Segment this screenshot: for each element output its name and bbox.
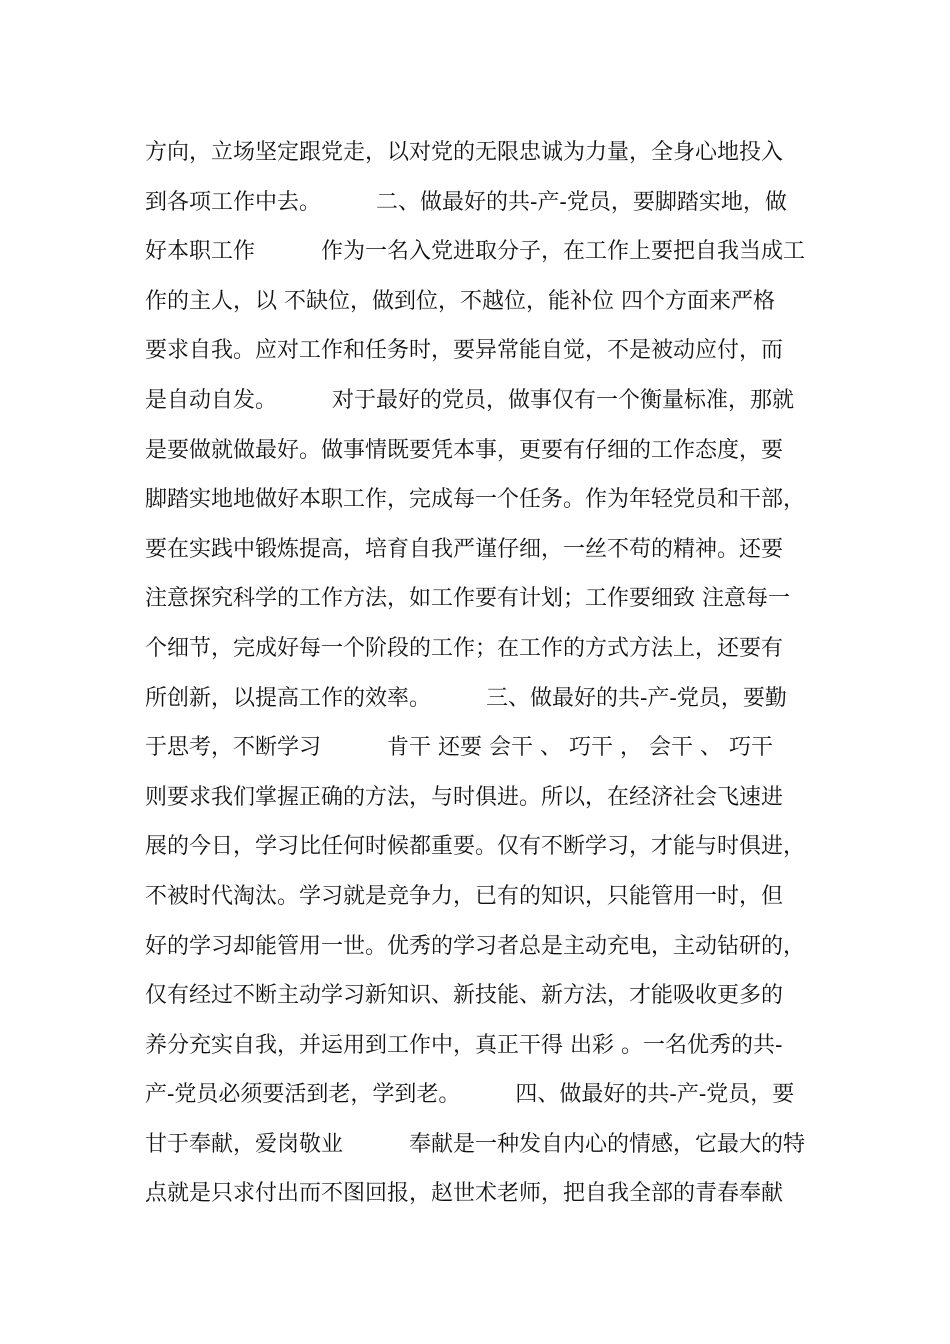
text-line: 产-党员必须要活到老，学到老。 四、做最好的共-产-党员，要: [145, 1082, 795, 1108]
text-line: 所创新，以提高工作的效率。 三、做最好的共-产-党员，要勤: [145, 685, 787, 711]
text-line: 展的今日，学习比任何时候都重要。仅有不断学习，才能与时俱进，: [145, 834, 806, 860]
text-line: 好的学习却能管用一世。优秀的学习者总是主动充电，主动钻研的，: [145, 933, 806, 959]
text-line: 注意探究科学的工作方法，如工作要有计划；工作要细致 注意每一: [145, 586, 790, 612]
text-line: 不被时代淘汰。学习就是竞争力，已有的知识，只能管用一时，但: [145, 883, 784, 909]
text-line: 要在实践中锻炼提高，培育自我严谨仔细，一丝不苟的精神。还要: [145, 536, 784, 562]
text-line: 于思考，不断学习 肯干 还要 会干 、 巧干 ， 会干 、 巧干: [145, 735, 773, 761]
text-line: 点就是只求付出而不图回报，赵世术老师，把自我全部的青春奉献: [145, 1181, 784, 1207]
text-line: 是自动自发。 对于最好的党员，做事仅有一个衡量标准，那就: [145, 387, 795, 413]
text-line: 养分充实自我，并运用到工作中，真正干得 出彩 。一名优秀的共-: [145, 1032, 783, 1058]
text-line: 到各项工作中去。 二、做最好的共-产-党员，要脚踏实地，做: [145, 189, 787, 215]
text-line: 个细节，完成好每一个阶段的工作；在工作的方式方法上，还要有: [145, 635, 784, 661]
text-line: 是要做就做最好。做事情既要凭本事，更要有仔细的工作态度，要: [145, 437, 784, 463]
text-line: 甘于奉献，爱岗敬业 奉献是一种发自内心的情感，它最大的特: [145, 1131, 806, 1157]
text-line: 脚踏实地地做好本职工作，完成每一个任务。作为年轻党员和干部，: [145, 487, 806, 513]
text-line: 要求自我。应对工作和任务时，要异常能自觉，不是被动应付，而: [145, 338, 784, 364]
text-line: 好本职工作 作为一名入党进取分子，在工作上要把自我当成工: [145, 239, 806, 265]
text-line: 方向，立场坚定跟党走，以对党的无限忠诚为力量，全身心地投入: [145, 140, 784, 165]
body-text: [145, 128, 835, 1219]
text-line: 作的主人，以 不缺位，做到位，不越位，能补位 四个方面来严格: [145, 288, 775, 314]
text-line: 则要求我们掌握正确的方法，与时俱进。所以，在经济社会飞速进: [145, 784, 784, 810]
text-line: 仅有经过不断主动学习新知识、新技能、新方法，才能吸收更多的: [145, 983, 784, 1009]
